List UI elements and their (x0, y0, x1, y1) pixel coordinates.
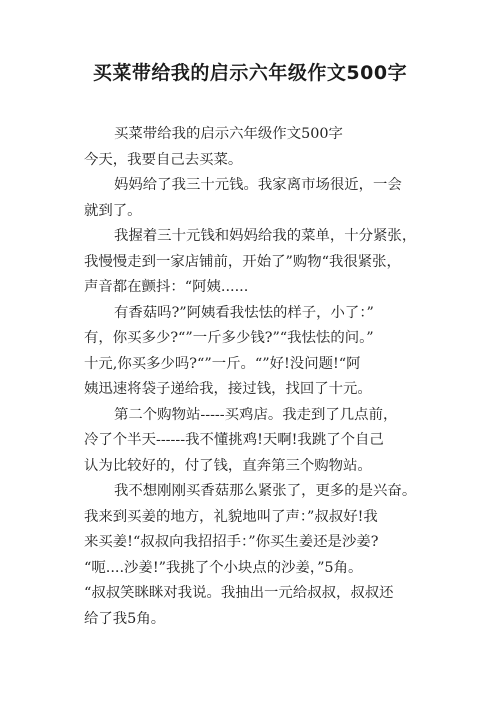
text-line: 声音都在颤抖：“阿姨...... (84, 279, 249, 295)
page-title: 买菜带给我的启示六年级作文500字 (92, 62, 408, 84)
text-line: 第二个购物站-----买鸡店。我走到了几点前， (114, 406, 398, 423)
text-line: 我握着三十元钱和妈妈给我的菜单，十分紧张， (114, 228, 417, 244)
text-line: 我不想刚刚买香菇那么紧张了，更多的是兴奋。 (114, 483, 417, 499)
text-line: 妈妈给了我三十元钱。我家离市场很近，一会 (114, 177, 402, 193)
text-line: 给了我5角。 (84, 610, 166, 627)
article-body (84, 122, 436, 632)
text-line: 今天，我要自己去买菜。 (84, 151, 243, 168)
text-line: 姨迅速将袋子递给我，接过钱，找回了十元。 (84, 381, 372, 397)
text-line: 有，你买多少?“”一斤多少钱?”“我怯怯的问。” (84, 330, 374, 346)
text-line: 来买姜!“叔叔向我招招手：”你买生姜还是沙姜? (84, 534, 379, 550)
text-line: 冷了个半天------我不懂挑鸡!天啊!我跳了个自己 (84, 432, 384, 448)
text-line: “叔叔笑眯眯对我说。我抽出一元给叔叔，叔叔还 (84, 585, 394, 601)
text-line: 我慢慢走到一家店铺前，开始了”购物“我很紧张， (84, 253, 401, 270)
text-line: 认为比较好的，付了钱，直奔第三个购物站。 (84, 457, 372, 474)
text-line: 有香菇吗?”阿姨看我怯怯的样子，小了：” (114, 304, 374, 321)
text-line: 十元,你买多少吗?“”一斤。“”好!没问题!“阿 (84, 355, 361, 372)
text-line: “呃....沙姜!”我挑了个小块点的沙姜，”5角。 (84, 559, 363, 576)
text-line: 就到了。 (84, 202, 142, 219)
text-line: 我来到买姜的地方，礼貌地叫了声：”叔叔好!我 (84, 508, 378, 525)
text-line: 买菜带给我的启示六年级作文500字 (114, 126, 343, 142)
